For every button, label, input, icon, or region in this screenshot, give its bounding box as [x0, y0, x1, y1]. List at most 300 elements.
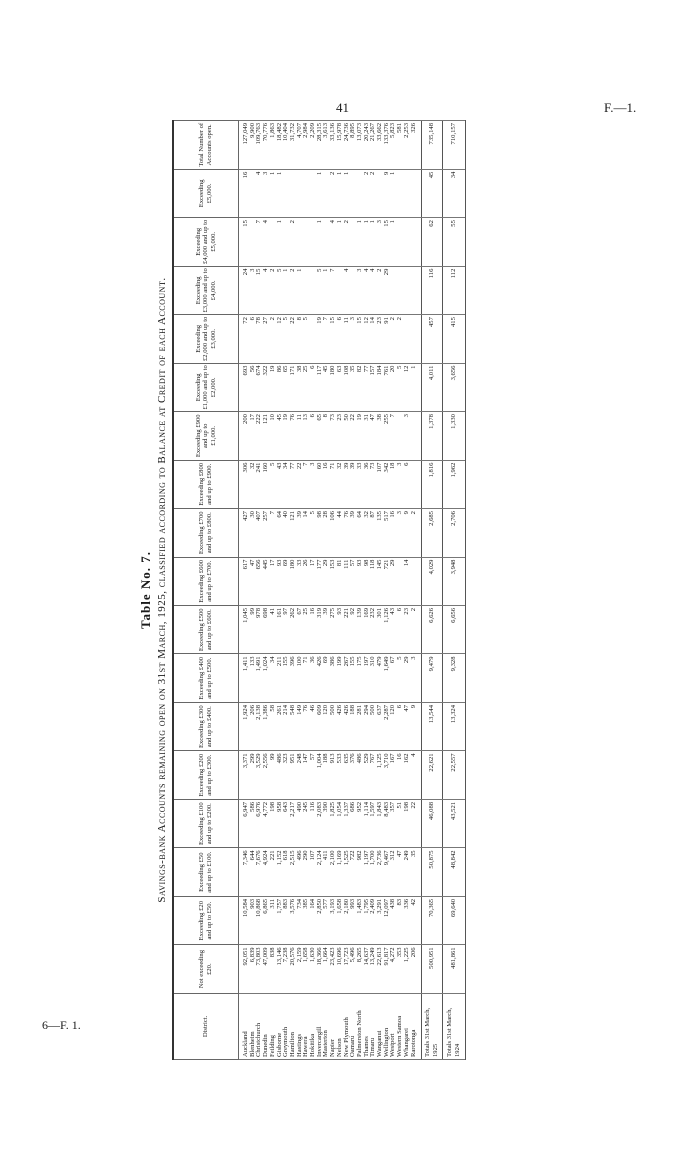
value-cell: 1,024: [263, 654, 270, 702]
district-cell: Blenheim: [250, 993, 257, 1059]
value-cell: 1: [344, 169, 351, 217]
value-cell: 319: [317, 606, 324, 654]
value-cell: 58: [270, 702, 277, 750]
value-cell: 2: [390, 315, 397, 363]
value-cell: 7,346: [239, 848, 250, 896]
value-cell: 2: [370, 169, 377, 217]
district-cell: Christchurch: [256, 993, 263, 1059]
value-cell: 2: [411, 509, 422, 557]
value-cell: 10,584: [239, 896, 250, 944]
value-cell: 33,662: [377, 121, 384, 170]
value-cell: 33: [297, 557, 304, 605]
value-cell: 32: [337, 460, 344, 508]
value-cell: 13: [303, 412, 310, 460]
table-row: [377, 121, 384, 1060]
header-row: [173, 121, 239, 1060]
value-cell: 322: [263, 363, 270, 411]
value-cell: 22,557: [443, 751, 466, 799]
value-cell: 517: [384, 509, 391, 557]
value-cell: 6: [310, 363, 317, 411]
value-cell: 45: [422, 169, 443, 217]
value-cell: 120: [390, 702, 397, 750]
value-cell: 5: [303, 315, 310, 363]
value-cell: 17: [310, 557, 317, 605]
value-cell: [350, 266, 357, 314]
value-cell: [411, 557, 422, 605]
value-cell: 78: [256, 315, 263, 363]
value-cell: 3,576: [290, 896, 297, 944]
value-cell: 28: [323, 509, 330, 557]
column-header: Not exceeding £20.: [173, 945, 239, 993]
value-cell: 27: [263, 315, 270, 363]
value-cell: 222: [256, 412, 263, 460]
value-cell: 13,249: [370, 945, 377, 993]
value-cell: 761: [384, 363, 391, 411]
value-cell: 93: [337, 606, 344, 654]
value-cell: 55: [443, 218, 466, 266]
value-cell: 1: [357, 218, 364, 266]
value-cell: 3,291: [377, 896, 384, 944]
value-cell: 426: [317, 654, 324, 702]
value-cell: 698: [263, 606, 270, 654]
value-cell: 1: [270, 169, 277, 217]
table-row: [263, 121, 270, 1060]
value-cell: 7: [390, 412, 397, 460]
value-cell: 108: [344, 363, 351, 411]
value-cell: 1,337: [344, 799, 351, 847]
column-header: Exceeding £400 and up to £500.: [173, 654, 239, 702]
value-cell: 60: [317, 460, 324, 508]
value-cell: 64: [277, 509, 284, 557]
value-cell: 11: [344, 315, 351, 363]
table-row: [297, 121, 304, 1060]
value-cell: 5: [277, 266, 284, 314]
value-cell: 24: [239, 266, 250, 314]
value-cell: 1: [411, 363, 422, 411]
value-cell: 1: [337, 169, 344, 217]
value-cell: 160: [263, 460, 270, 508]
value-cell: 15: [256, 266, 263, 314]
value-cell: 457: [422, 315, 443, 363]
table-row: [310, 121, 317, 1060]
value-cell: 12: [277, 315, 284, 363]
value-cell: 1,126: [384, 606, 391, 654]
table-row: [364, 121, 371, 1060]
value-cell: 57: [310, 751, 317, 799]
value-cell: 16: [239, 169, 250, 217]
value-cell: 500: [370, 702, 377, 750]
value-cell: [390, 266, 397, 314]
value-cell: 155: [283, 654, 290, 702]
value-cell: 43,521: [443, 799, 466, 847]
value-cell: 1,863: [270, 121, 277, 170]
value-cell: 2,138: [256, 702, 263, 750]
value-cell: [411, 218, 422, 266]
value-cell: 3: [397, 509, 404, 557]
value-cell: 609: [317, 702, 324, 750]
table-row: [317, 121, 324, 1060]
value-cell: 1: [370, 218, 377, 266]
value-cell: 92: [350, 606, 357, 654]
column-header: Exceeding £50 and up to £100.: [173, 848, 239, 896]
value-cell: 155: [350, 654, 357, 702]
value-cell: 3,529: [256, 751, 263, 799]
value-cell: 438: [390, 896, 397, 944]
value-cell: [283, 218, 290, 266]
value-cell: 67: [390, 654, 397, 702]
value-cell: 221: [344, 606, 351, 654]
value-cell: 249: [404, 848, 411, 896]
value-cell: 120: [323, 702, 330, 750]
district-cell: Timaru: [370, 993, 377, 1059]
value-cell: 3,948: [443, 557, 466, 605]
value-cell: 36: [364, 460, 371, 508]
value-cell: 6,976: [256, 799, 263, 847]
value-cell: 577: [323, 896, 330, 944]
value-cell: 73: [330, 412, 337, 460]
value-cell: 9,479: [422, 654, 443, 702]
value-cell: 4: [344, 266, 351, 314]
column-header: Exceeding £200 and up to £300.: [173, 751, 239, 799]
value-cell: 117: [317, 363, 324, 411]
value-cell: 10,696: [337, 945, 344, 993]
value-cell: 1,330: [443, 412, 466, 460]
value-cell: 97: [283, 606, 290, 654]
value-cell: 686: [350, 799, 357, 847]
value-cell: 390: [323, 799, 330, 847]
value-cell: 2,556: [263, 751, 270, 799]
value-cell: 4: [263, 218, 270, 266]
value-cell: 116: [310, 799, 317, 847]
value-cell: 47: [250, 557, 257, 605]
value-cell: 1,597: [370, 799, 377, 847]
value-cell: 1,649: [384, 654, 391, 702]
district-cell: Thames: [364, 993, 371, 1059]
value-cell: 39: [344, 460, 351, 508]
value-cell: 6,626: [422, 606, 443, 654]
value-cell: [270, 218, 277, 266]
value-cell: 15: [384, 218, 391, 266]
column-header: Exceeding £800 and up to £900.: [173, 460, 239, 508]
value-cell: 25: [303, 363, 310, 411]
value-cell: 13,146: [277, 945, 284, 993]
district-cell: Invercargill: [317, 993, 324, 1059]
value-cell: 2,736: [377, 848, 384, 896]
value-cell: 38: [297, 363, 304, 411]
value-cell: 153: [330, 557, 337, 605]
value-cell: 29: [323, 557, 330, 605]
value-cell: 241: [256, 460, 263, 508]
column-header: Exceeding £300 and up to £400.: [173, 702, 239, 750]
district-cell: Dunedin: [263, 993, 270, 1059]
value-cell: 19: [357, 412, 364, 460]
value-cell: 710,157: [443, 121, 466, 170]
value-cell: 2,209: [310, 121, 317, 170]
value-cell: 21,267: [370, 121, 377, 170]
value-cell: 281: [357, 702, 364, 750]
value-cell: 232: [370, 606, 377, 654]
value-cell: 77: [290, 460, 297, 508]
district-cell: Oamaru: [350, 993, 357, 1059]
value-cell: 20,243: [364, 121, 371, 170]
value-cell: 426: [337, 702, 344, 750]
value-cell: 99: [270, 751, 277, 799]
district-cell: Napier: [330, 993, 337, 1059]
value-cell: 3: [263, 169, 270, 217]
table-row: [283, 121, 290, 1060]
value-cell: 15: [239, 218, 250, 266]
value-cell: 16: [390, 509, 397, 557]
district-cell: Hastings: [297, 993, 304, 1059]
value-cell: 7: [256, 218, 263, 266]
value-cell: 81: [337, 557, 344, 605]
value-cell: 261: [277, 702, 284, 750]
value-cell: 7,238: [283, 945, 290, 993]
value-cell: 1,664: [323, 945, 330, 993]
value-cell: 5: [270, 460, 277, 508]
value-cell: 12: [404, 363, 411, 411]
value-cell: 198: [404, 799, 411, 847]
value-cell: 311: [270, 896, 277, 944]
district-cell: Westport: [390, 993, 397, 1059]
value-cell: 3,371: [239, 751, 250, 799]
value-cell: 206: [250, 702, 257, 750]
value-cell: [397, 169, 404, 217]
column-header: Exceeding £900 and up to £1,000.: [173, 412, 239, 460]
value-cell: [303, 266, 310, 314]
value-cell: 15: [330, 315, 337, 363]
value-cell: 87: [370, 509, 377, 557]
value-cell: 19: [283, 412, 290, 460]
value-cell: 3,656: [443, 363, 466, 411]
value-cell: 7: [323, 315, 330, 363]
value-cell: 721: [384, 557, 391, 605]
value-cell: 65: [283, 363, 290, 411]
value-cell: 982: [357, 848, 364, 896]
value-cell: 67: [297, 606, 304, 654]
value-cell: 22: [290, 315, 297, 363]
value-cell: 145: [377, 557, 384, 605]
table-row: [357, 121, 364, 1060]
value-cell: 19: [270, 363, 277, 411]
value-cell: [411, 266, 422, 314]
value-cell: 22,613: [377, 945, 384, 993]
value-cell: 69: [323, 654, 330, 702]
value-cell: 6,865: [263, 896, 270, 944]
value-cell: 56: [250, 363, 257, 411]
value-cell: 1,658: [303, 945, 310, 993]
value-cell: 4: [364, 266, 371, 314]
value-cell: 10,868: [256, 896, 263, 944]
table-subtitle: Savings-bank Accounts remaining open on 31st March, 1925, classified according to Balance at Credit of each Account.: [156, 277, 168, 903]
value-cell: 275: [330, 606, 337, 654]
value-cell: 171: [290, 363, 297, 411]
value-cell: 2,217: [290, 799, 297, 847]
value-cell: 326: [411, 121, 422, 170]
value-cell: 993: [350, 896, 357, 944]
value-cell: 1: [364, 218, 371, 266]
table-row: [303, 121, 310, 1060]
value-cell: 42: [411, 896, 422, 944]
value-cell: [404, 169, 411, 217]
value-cell: 116: [422, 266, 443, 314]
table-row: [411, 121, 422, 1060]
value-cell: 427: [239, 509, 250, 557]
value-cell: 15,978: [337, 121, 344, 170]
value-cell: 25: [303, 606, 310, 654]
value-cell: 43: [390, 606, 397, 654]
value-cell: 62: [422, 218, 443, 266]
value-cell: 353: [397, 945, 404, 993]
value-cell: 33,136: [330, 121, 337, 170]
value-cell: 38: [377, 412, 384, 460]
value-cell: 635: [344, 751, 351, 799]
value-cell: 12,097: [384, 896, 391, 944]
value-cell: 445: [263, 557, 270, 605]
value-cell: [411, 169, 422, 217]
value-cell: 133,376: [384, 121, 391, 170]
value-cell: 415: [443, 315, 466, 363]
value-cell: 4: [256, 169, 263, 217]
value-cell: 149: [297, 702, 304, 750]
value-cell: [404, 315, 411, 363]
value-cell: 656: [256, 557, 263, 605]
value-cell: 4: [370, 266, 377, 314]
value-cell: 3: [357, 266, 364, 314]
table-row: [404, 121, 411, 1060]
value-cell: 6,947: [239, 799, 250, 847]
value-cell: 2: [330, 169, 337, 217]
value-cell: 86: [277, 363, 284, 411]
table-row: [323, 121, 330, 1060]
value-cell: [283, 169, 290, 217]
value-cell: 13,324: [443, 702, 466, 750]
value-cell: 9: [411, 702, 422, 750]
value-cell: 4,772: [263, 799, 270, 847]
value-cell: 1: [317, 218, 324, 266]
value-cell: 3: [250, 266, 257, 314]
value-cell: 118: [370, 557, 377, 605]
table-row: [384, 121, 391, 1060]
value-cell: 644: [250, 848, 257, 896]
value-cell: 8,265: [357, 945, 364, 993]
value-cell: 106: [330, 509, 337, 557]
value-cell: 47: [404, 702, 411, 750]
value-cell: 14,637: [364, 945, 371, 993]
value-cell: 111: [344, 557, 351, 605]
value-cell: 83: [397, 896, 404, 944]
value-cell: 4: [263, 266, 270, 314]
value-cell: 16: [397, 751, 404, 799]
value-cell: 310: [370, 654, 377, 702]
value-cell: 135: [377, 509, 384, 557]
value-cell: 2: [344, 218, 351, 266]
column-header: Exceeding £2,000 and up to £3,000.: [173, 315, 239, 363]
value-cell: 29: [384, 266, 391, 314]
value-cell: 299: [250, 751, 257, 799]
table-row: [290, 121, 297, 1060]
value-cell: 16: [323, 460, 330, 508]
value-cell: 72: [239, 315, 250, 363]
value-cell: 46: [310, 702, 317, 750]
value-cell: 14: [404, 557, 411, 605]
district-cell: Whangarei: [404, 993, 411, 1059]
value-cell: 188: [323, 751, 330, 799]
district-cell: Wanganui: [377, 993, 384, 1059]
value-cell: 248: [297, 751, 304, 799]
column-header: Exceeding £3,000 and up to £4,000.: [173, 266, 239, 314]
value-cell: 1,630: [310, 945, 317, 993]
value-cell: 70,776: [263, 121, 270, 170]
value-cell: 2,515: [290, 848, 297, 896]
value-cell: [337, 266, 344, 314]
value-cell: 47: [397, 848, 404, 896]
value-cell: 9,328: [443, 654, 466, 702]
value-cell: 3: [310, 460, 317, 508]
value-cell: 486: [277, 751, 284, 799]
value-cell: 2: [397, 315, 404, 363]
value-cell: [250, 169, 257, 217]
value-cell: 23: [377, 315, 384, 363]
column-header: Total Number of Accounts open.: [173, 121, 239, 170]
value-cell: 92,051: [239, 945, 250, 993]
value-cell: 5: [310, 509, 317, 557]
value-cell: 162: [404, 751, 411, 799]
value-cell: 34: [443, 169, 466, 217]
column-header: Exceeding £700 and up to £800.: [173, 509, 239, 557]
value-cell: 411: [323, 848, 330, 896]
column-header: Exceeding £20 and up to £50.: [173, 896, 239, 944]
value-cell: 4,924: [263, 848, 270, 896]
value-cell: 586: [250, 799, 257, 847]
value-cell: 50,875: [422, 848, 443, 896]
value-cell: 133: [250, 654, 257, 702]
value-cell: 2,984: [303, 121, 310, 170]
value-cell: 385: [303, 896, 310, 944]
value-cell: 9: [404, 509, 411, 557]
value-cell: 1: [323, 266, 330, 314]
value-cell: 1,225: [404, 945, 411, 993]
value-cell: 200: [239, 412, 250, 460]
value-cell: 180: [330, 363, 337, 411]
value-cell: 180: [290, 557, 297, 605]
value-cell: 533: [337, 751, 344, 799]
value-cell: 8: [297, 315, 304, 363]
value-cell: 3: [404, 412, 411, 460]
value-cell: 35: [411, 848, 422, 896]
value-cell: 184: [377, 363, 384, 411]
value-cell: 618: [283, 848, 290, 896]
value-cell: 1,816: [422, 460, 443, 508]
value-cell: 8,483: [384, 799, 391, 847]
value-cell: 175: [357, 654, 364, 702]
value-cell: 1,114: [364, 799, 371, 847]
value-cell: 4: [411, 751, 422, 799]
value-cell: 17,723: [344, 945, 351, 993]
value-cell: 1,411: [239, 654, 250, 702]
value-cell: 1,924: [239, 702, 250, 750]
value-cell: 496: [297, 848, 304, 896]
value-cell: 36: [310, 654, 317, 702]
value-cell: 18,366: [317, 945, 324, 993]
value-cell: 5: [317, 266, 324, 314]
district-cell: Nelson: [337, 993, 344, 1059]
value-cell: 29: [390, 557, 397, 605]
district-cell: Gisborne: [277, 993, 284, 1059]
value-cell: 958: [277, 799, 284, 847]
value-cell: 71: [330, 460, 337, 508]
value-cell: 164: [310, 896, 317, 944]
